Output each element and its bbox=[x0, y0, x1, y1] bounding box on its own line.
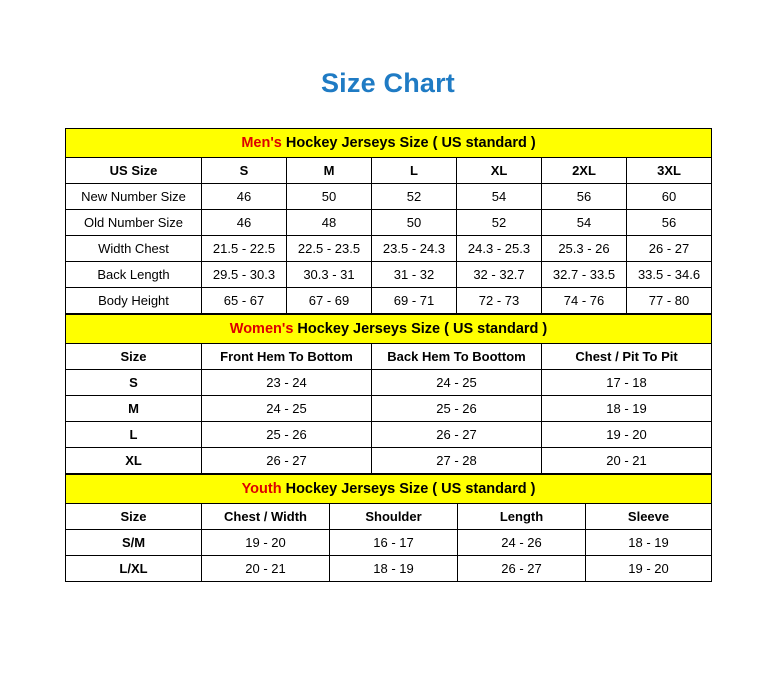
mens-banner-rest: Hockey Jerseys Size ( US standard ) bbox=[281, 135, 536, 151]
table-cell: 25 - 26 bbox=[202, 422, 372, 448]
womens-size-table bbox=[65, 314, 712, 474]
mens-banner-accent: Men's bbox=[241, 135, 282, 151]
row-label: XL bbox=[66, 448, 202, 474]
table-row bbox=[66, 448, 712, 474]
table-cell: 31 - 32 bbox=[372, 262, 457, 288]
womens-header-cell: Back Hem To Boottom bbox=[372, 344, 542, 370]
mens-header-cell: M bbox=[287, 158, 372, 184]
row-label: L bbox=[66, 422, 202, 448]
mens-header-cell: US Size bbox=[66, 158, 202, 184]
table-cell: 29.5 - 30.3 bbox=[202, 262, 287, 288]
table-cell: 69 - 71 bbox=[372, 288, 457, 314]
row-label: Back Length bbox=[66, 262, 202, 288]
youth-banner-accent: Youth bbox=[241, 481, 282, 497]
youth-header-cell: Size bbox=[66, 504, 202, 530]
table-cell: 24 - 25 bbox=[372, 370, 542, 396]
mens-header-cell: 3XL bbox=[627, 158, 712, 184]
table-cell: 23 - 24 bbox=[202, 370, 372, 396]
table-cell: 56 bbox=[627, 210, 712, 236]
table-cell: 56 bbox=[542, 184, 627, 210]
mens-banner-cell bbox=[66, 129, 712, 158]
youth-banner-rest: Hockey Jerseys Size ( US standard ) bbox=[281, 481, 536, 497]
row-label: S bbox=[66, 370, 202, 396]
table-cell: 48 bbox=[287, 210, 372, 236]
table-cell: 54 bbox=[542, 210, 627, 236]
table-cell: 23.5 - 24.3 bbox=[372, 236, 457, 262]
table-row bbox=[66, 262, 712, 288]
youth-banner-row bbox=[66, 475, 712, 504]
row-label: L/XL bbox=[66, 556, 202, 582]
table-row bbox=[66, 530, 712, 556]
row-label: Old Number Size bbox=[66, 210, 202, 236]
table-cell: 24 - 26 bbox=[458, 530, 586, 556]
table-cell: 26 - 27 bbox=[458, 556, 586, 582]
mens-header-cell: XL bbox=[457, 158, 542, 184]
table-cell: 72 - 73 bbox=[457, 288, 542, 314]
row-label: New Number Size bbox=[66, 184, 202, 210]
table-cell: 46 bbox=[202, 210, 287, 236]
table-cell: 25 - 26 bbox=[372, 396, 542, 422]
table-cell: 26 - 27 bbox=[627, 236, 712, 262]
womens-banner-cell bbox=[66, 315, 712, 344]
womens-header-cell: Front Hem To Bottom bbox=[202, 344, 372, 370]
table-cell: 74 - 76 bbox=[542, 288, 627, 314]
table-cell: 19 - 20 bbox=[202, 530, 330, 556]
table-cell: 52 bbox=[372, 184, 457, 210]
table-cell: 26 - 27 bbox=[202, 448, 372, 474]
youth-banner-cell bbox=[66, 475, 712, 504]
mens-header-cell: L bbox=[372, 158, 457, 184]
mens-banner-row bbox=[66, 129, 712, 158]
table-cell: 60 bbox=[627, 184, 712, 210]
table-row bbox=[66, 556, 712, 582]
table-cell: 30.3 - 31 bbox=[287, 262, 372, 288]
table-row bbox=[66, 184, 712, 210]
table-cell: 32 - 32.7 bbox=[457, 262, 542, 288]
table-cell: 25.3 - 26 bbox=[542, 236, 627, 262]
table-cell: 16 - 17 bbox=[330, 530, 458, 556]
table-cell: 19 - 20 bbox=[586, 556, 712, 582]
table-cell: 54 bbox=[457, 184, 542, 210]
table-cell: 21.5 - 22.5 bbox=[202, 236, 287, 262]
table-cell: 33.5 - 34.6 bbox=[627, 262, 712, 288]
table-row bbox=[66, 396, 712, 422]
table-row bbox=[66, 370, 712, 396]
table-cell: 22.5 - 23.5 bbox=[287, 236, 372, 262]
table-cell: 67 - 69 bbox=[287, 288, 372, 314]
youth-header-cell: Chest / Width bbox=[202, 504, 330, 530]
youth-header-row bbox=[66, 504, 712, 530]
row-label: Body Height bbox=[66, 288, 202, 314]
table-cell: 17 - 18 bbox=[542, 370, 712, 396]
table-row bbox=[66, 236, 712, 262]
womens-header-cell: Size bbox=[66, 344, 202, 370]
womens-header-cell: Chest / Pit To Pit bbox=[542, 344, 712, 370]
table-cell: 46 bbox=[202, 184, 287, 210]
table-cell: 18 - 19 bbox=[586, 530, 712, 556]
row-label: M bbox=[66, 396, 202, 422]
table-cell: 18 - 19 bbox=[330, 556, 458, 582]
row-label: Width Chest bbox=[66, 236, 202, 262]
table-cell: 20 - 21 bbox=[202, 556, 330, 582]
table-cell: 50 bbox=[372, 210, 457, 236]
mens-header-cell: S bbox=[202, 158, 287, 184]
table-cell: 52 bbox=[457, 210, 542, 236]
row-label: S/M bbox=[66, 530, 202, 556]
table-cell: 24 - 25 bbox=[202, 396, 372, 422]
youth-header-cell: Length bbox=[458, 504, 586, 530]
womens-banner-accent: Women's bbox=[229, 321, 294, 337]
table-cell: 77 - 80 bbox=[627, 288, 712, 314]
table-cell: 32.7 - 33.5 bbox=[542, 262, 627, 288]
table-row bbox=[66, 288, 712, 314]
mens-size-table bbox=[65, 128, 712, 314]
womens-banner-row bbox=[66, 315, 712, 344]
womens-banner-rest: Hockey Jerseys Size ( US standard ) bbox=[293, 321, 548, 337]
mens-header-cell: 2XL bbox=[542, 158, 627, 184]
table-row bbox=[66, 210, 712, 236]
table-cell: 19 - 20 bbox=[542, 422, 712, 448]
table-cell: 20 - 21 bbox=[542, 448, 712, 474]
mens-header-row bbox=[66, 158, 712, 184]
page-title: Size Chart bbox=[320, 68, 456, 98]
table-row bbox=[66, 422, 712, 448]
table-cell: 50 bbox=[287, 184, 372, 210]
table-cell: 65 - 67 bbox=[202, 288, 287, 314]
table-cell: 24.3 - 25.3 bbox=[457, 236, 542, 262]
table-cell: 18 - 19 bbox=[542, 396, 712, 422]
youth-header-cell: Sleeve bbox=[586, 504, 712, 530]
table-cell: 26 - 27 bbox=[372, 422, 542, 448]
tables-container bbox=[65, 128, 711, 582]
youth-header-cell: Shoulder bbox=[330, 504, 458, 530]
womens-header-row bbox=[66, 344, 712, 370]
table-cell: 27 - 28 bbox=[372, 448, 542, 474]
youth-size-table bbox=[65, 474, 712, 582]
